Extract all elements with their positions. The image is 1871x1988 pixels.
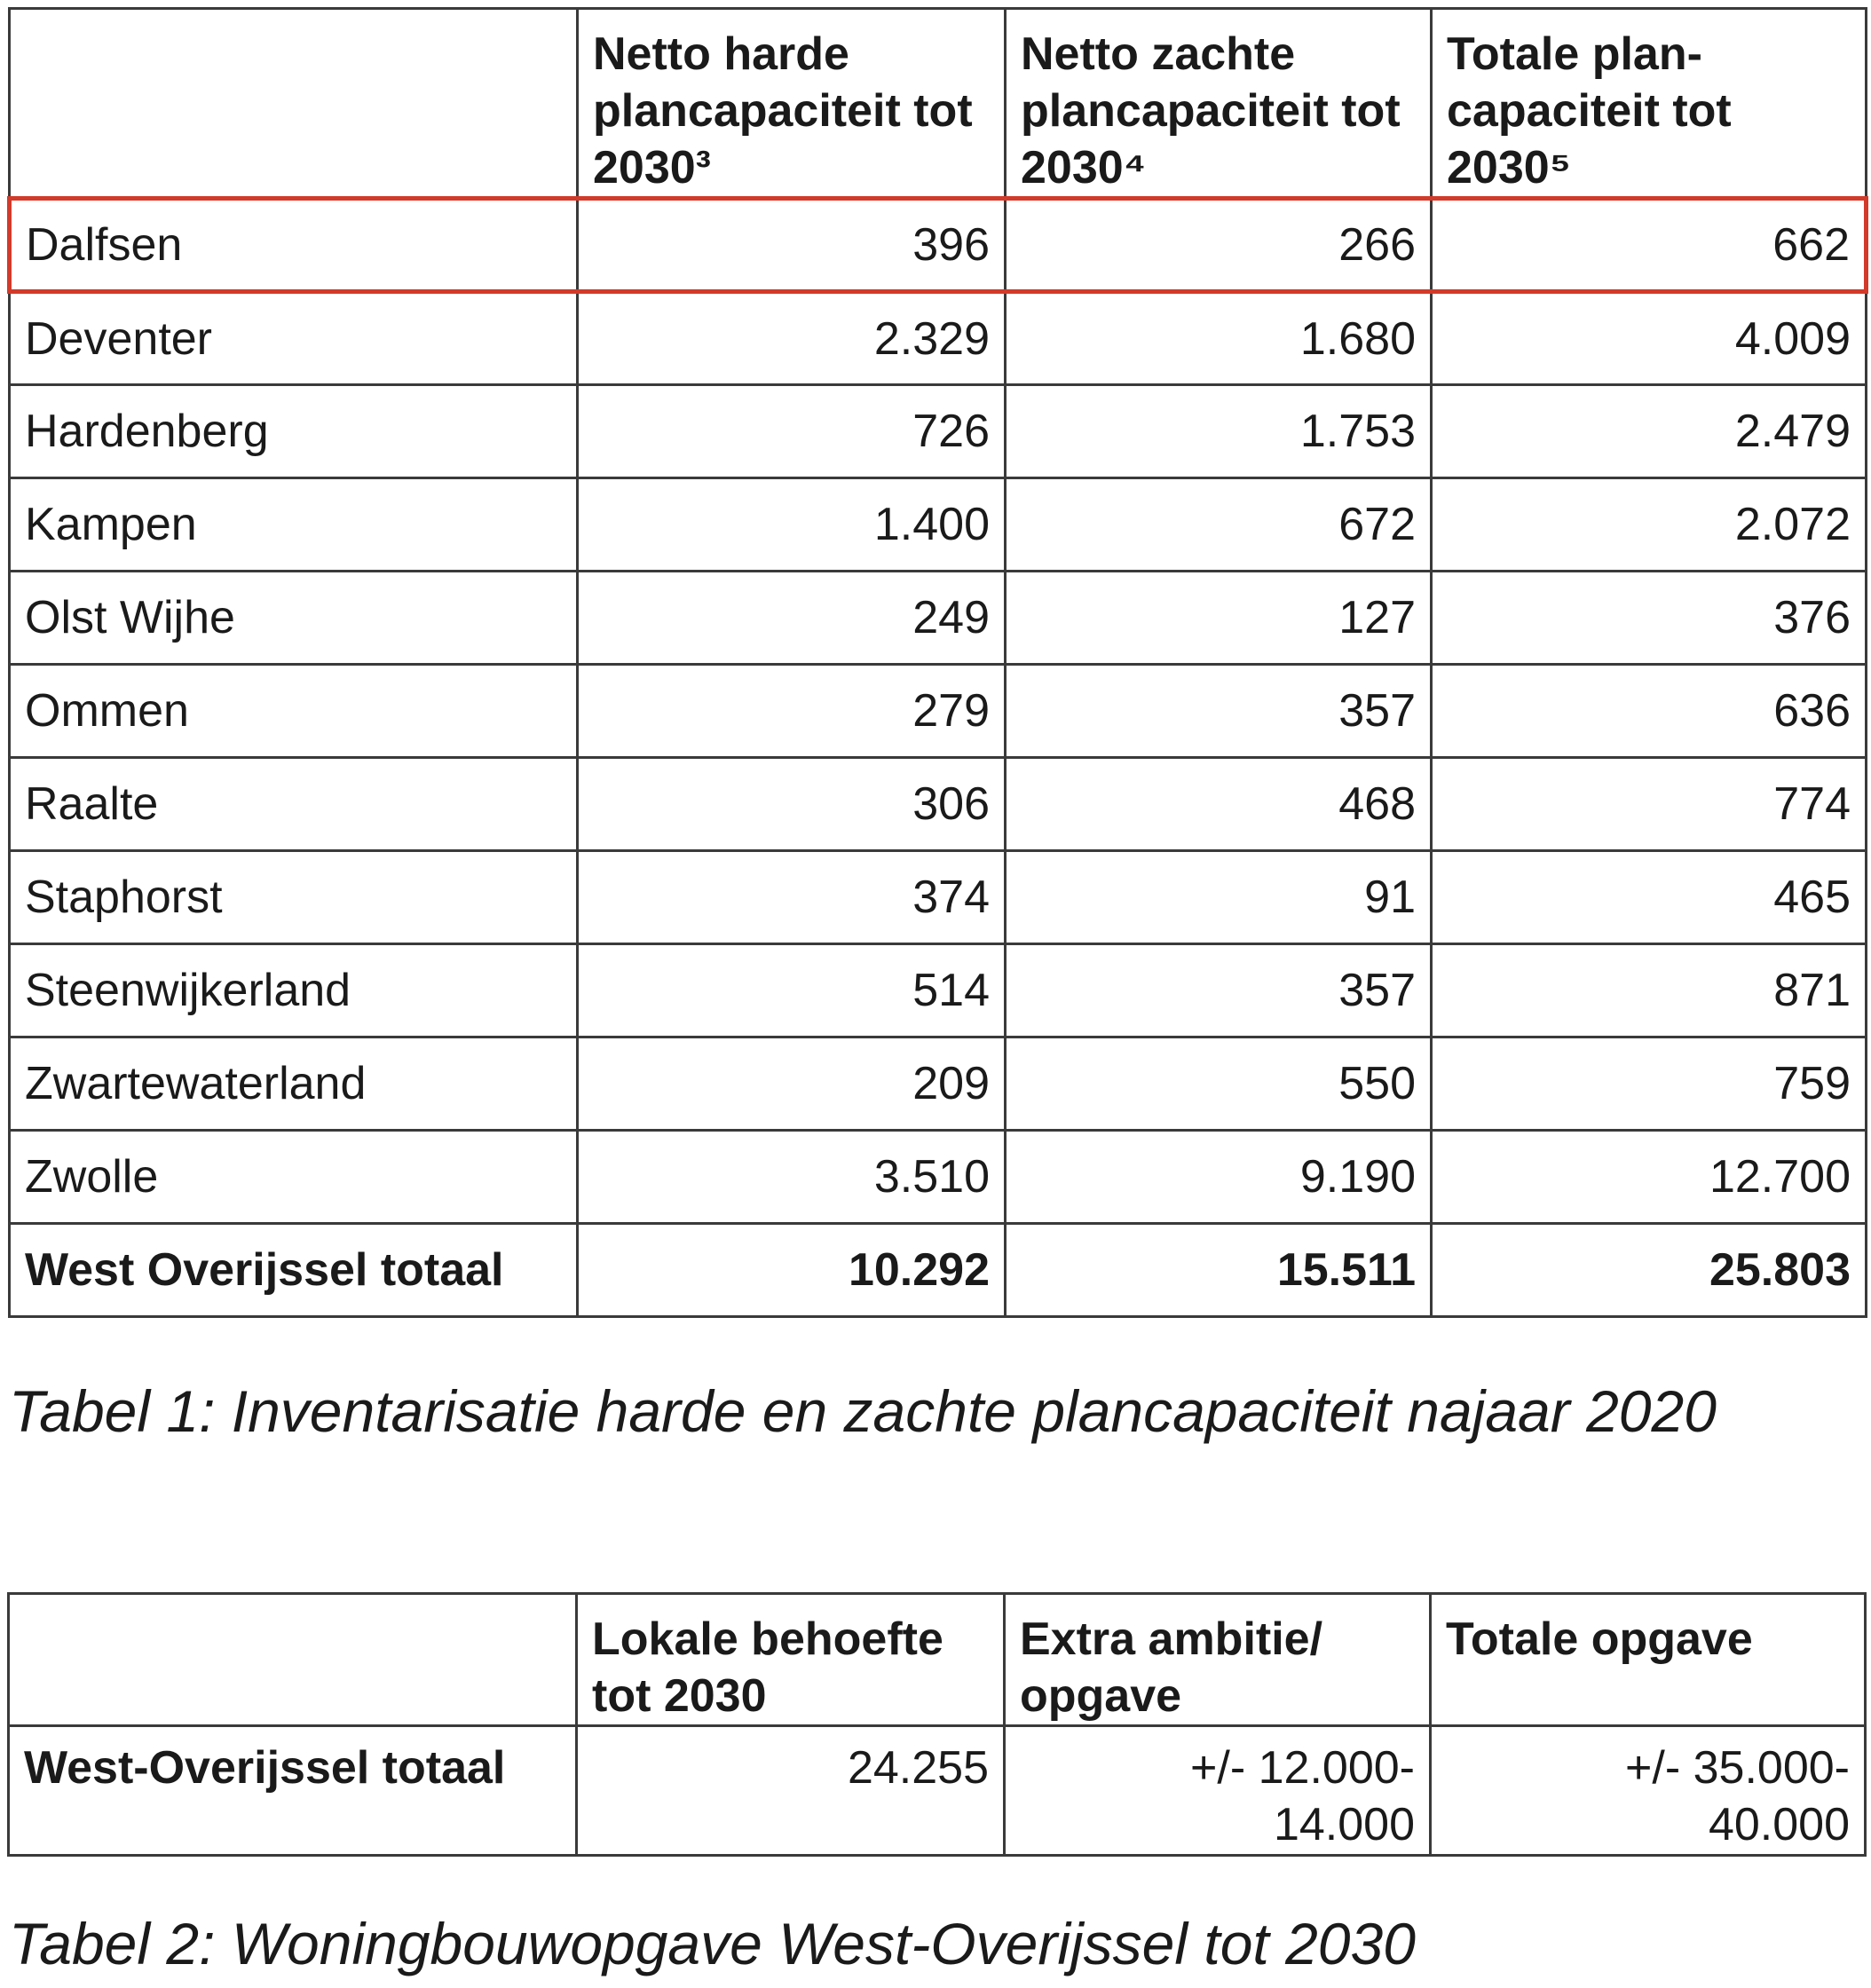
- soft-capacity-value: 672: [1006, 478, 1432, 572]
- municipality-name: Ommen: [10, 665, 578, 758]
- total-capacity-value: 12.700: [1432, 1131, 1867, 1224]
- total-label: West Overijssel totaal: [10, 1224, 578, 1317]
- table2-caption: Tabel 2: Woningbouwopgave West-Overijssel tot 2030: [9, 1911, 1416, 1976]
- table-row: [10, 851, 1867, 944]
- municipality-name: Kampen: [10, 478, 578, 572]
- soft-capacity-value: 357: [1006, 665, 1432, 758]
- municipality-name: Hardenberg: [10, 385, 578, 478]
- header-empty: [10, 9, 578, 199]
- total-capacity-value: 871: [1432, 944, 1867, 1037]
- table-total-row: [9, 1726, 1866, 1856]
- hard-capacity-value: 209: [578, 1037, 1006, 1131]
- municipality-name: Raalte: [10, 758, 578, 851]
- municipality-name: Steenwijkerland: [10, 944, 578, 1037]
- hard-capacity-value: 396: [578, 199, 1006, 292]
- hard-capacity-value: 249: [578, 572, 1006, 665]
- municipality-name: Zwolle: [10, 1131, 578, 1224]
- hard-capacity-value: 514: [578, 944, 1006, 1037]
- table-total-row: [10, 1224, 1867, 1317]
- total-hard-capacity: 10.292: [578, 1224, 1006, 1317]
- header-local-need: Lokale behoefte tot 2030: [577, 1594, 1005, 1726]
- hard-capacity-value: 374: [578, 851, 1006, 944]
- table-header-row: [9, 1594, 1866, 1726]
- soft-capacity-value: 266: [1006, 199, 1432, 292]
- table-row: [10, 665, 1867, 758]
- hard-capacity-value: 306: [578, 758, 1006, 851]
- header-soft-capacity: Netto zachte plancapaciteit tot 2030⁴: [1006, 9, 1432, 199]
- total-soft-capacity: 15.511: [1006, 1224, 1432, 1317]
- soft-capacity-value: 357: [1006, 944, 1432, 1037]
- hard-capacity-value: 726: [578, 385, 1006, 478]
- header-total-task: Totale opgave: [1431, 1594, 1866, 1726]
- municipality-name: Zwartewaterland: [10, 1037, 578, 1131]
- total-capacity-value: 4.009: [1432, 292, 1867, 385]
- table-row: [10, 758, 1867, 851]
- soft-capacity-value: 1.680: [1006, 292, 1432, 385]
- table-header-row: [10, 9, 1867, 199]
- header-hard-capacity: Netto harde plancapaciteit tot 2030³: [578, 9, 1006, 199]
- total-capacity-value: 2.479: [1432, 385, 1867, 478]
- total-capacity-value: 2.072: [1432, 478, 1867, 572]
- soft-capacity-value: 91: [1006, 851, 1432, 944]
- soft-capacity-value: 127: [1006, 572, 1432, 665]
- total-capacity-value: 465: [1432, 851, 1867, 944]
- soft-capacity-value: 550: [1006, 1037, 1432, 1131]
- hard-capacity-value: 2.329: [578, 292, 1006, 385]
- extra-ambition-value: +/- 12.000- 14.000: [1005, 1726, 1431, 1856]
- total-label: West-Overijssel totaal: [9, 1726, 577, 1856]
- table-row: [10, 1131, 1867, 1224]
- hard-capacity-value: 1.400: [578, 478, 1006, 572]
- table-row: [10, 944, 1867, 1037]
- hard-capacity-value: 3.510: [578, 1131, 1006, 1224]
- header-empty: [9, 1594, 577, 1726]
- municipality-name: Deventer: [10, 292, 578, 385]
- hard-capacity-value: 279: [578, 665, 1006, 758]
- municipality-name: Olst Wijhe: [10, 572, 578, 665]
- table1-caption: Tabel 1: Inventarisatie harde en zachte plancapaciteit najaar 2020: [9, 1378, 1717, 1444]
- table-row: [10, 478, 1867, 572]
- table-row: [10, 292, 1867, 385]
- total-capacity-value: 662: [1432, 199, 1867, 292]
- total-capacity-value: 636: [1432, 665, 1867, 758]
- plancapaciteit-table: [7, 7, 1868, 1318]
- total-capacity-value: 774: [1432, 758, 1867, 851]
- header-extra-ambition: Extra ambitie/ opgave: [1005, 1594, 1431, 1726]
- table-row-highlighted: [10, 199, 1867, 292]
- municipality-name: Staphorst: [10, 851, 578, 944]
- municipality-name: Dalfsen: [10, 199, 578, 292]
- local-need-value: 24.255: [577, 1726, 1005, 1856]
- total-capacity-value: 376: [1432, 572, 1867, 665]
- table-row: [10, 1037, 1867, 1131]
- total-total-capacity: 25.803: [1432, 1224, 1867, 1317]
- total-task-value: +/- 35.000- 40.000: [1431, 1726, 1866, 1856]
- header-total-capacity: Totale plan-capaciteit tot 2030⁵: [1432, 9, 1867, 199]
- table-row: [10, 385, 1867, 478]
- soft-capacity-value: 1.753: [1006, 385, 1432, 478]
- soft-capacity-value: 468: [1006, 758, 1432, 851]
- total-capacity-value: 759: [1432, 1037, 1867, 1131]
- woningbouwopgave-table: [7, 1592, 1867, 1857]
- table-row: [10, 572, 1867, 665]
- soft-capacity-value: 9.190: [1006, 1131, 1432, 1224]
